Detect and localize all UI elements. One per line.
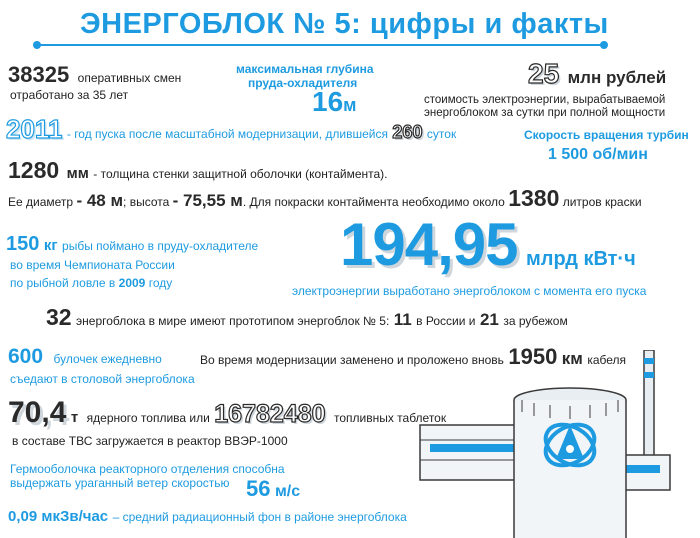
cost-line-1: стоимость электроэнергии, вырабатываемой (424, 94, 666, 106)
fish-year: 2009 (118, 276, 146, 290)
fish-unit: кг (43, 237, 58, 254)
buns-sub: съедают в столовой энергоблока (10, 372, 195, 386)
fuel-t2: топливных таблеток (333, 411, 447, 425)
shifts-sub: отработано за 35 лет (10, 88, 129, 102)
buns-unit: булочек ежедневно (53, 352, 162, 366)
radiation-text: – средний радиационный фон в районе энергоблока (112, 510, 407, 524)
year-fact (6, 114, 456, 145)
wall-fact (8, 157, 388, 184)
dims-t4: литров краски (562, 195, 642, 209)
dims-diameter: - 48 м (76, 191, 124, 210)
radiation-value: 0,09 мкЗв/час (8, 508, 109, 525)
energy-sub: электроэнергии выработано энергоблоком с момента его пуска (292, 284, 647, 298)
cost-unit: млн рублей (567, 68, 667, 87)
energy-fact (340, 210, 636, 279)
buns-fact (8, 345, 162, 369)
depth-label-2: пруда-охладителя (248, 76, 358, 90)
page-title: ЭНЕРГОБЛОК № 5: цифры и факты (80, 8, 609, 40)
fish-line-2: во время Чемпионата России (10, 258, 175, 272)
wall-number: 1280 (8, 157, 60, 183)
depth-unit: м (343, 95, 357, 115)
dims-t1: Ее диаметр (8, 195, 74, 209)
cost-line-2: энергоблоком за сутки при полной мощности (424, 107, 666, 119)
prototype-abroad: 21 (479, 310, 499, 329)
containment (514, 400, 626, 538)
prototype-fact (46, 304, 568, 331)
turbine-value: 1 500 об/мин (548, 146, 648, 163)
shifts-fact (8, 62, 181, 88)
fish-line-1: рыбы поймано в пруду-охладителе (62, 239, 259, 253)
fuel-unit: т (70, 409, 79, 426)
fish-line-3 (10, 276, 172, 290)
year-days-unit: суток (426, 127, 457, 141)
year-number: 2011 (6, 114, 63, 144)
shifts-unit: оперативных смен (77, 71, 182, 85)
fish-fact (6, 233, 258, 256)
prototype-t2: в России и (416, 314, 476, 328)
wind-unit: м/с (274, 483, 301, 500)
cable-text: Во время модернизации заменено и проложено вновь (200, 353, 504, 367)
fuel-t1: ядерного топлива или (86, 411, 210, 425)
energy-unit: млрд кВт·ч (525, 248, 636, 270)
prototype-t3: за рубежом (503, 314, 568, 328)
cable-tail: кабеля (587, 353, 627, 367)
title-underline (38, 44, 603, 46)
wind-value-group (246, 476, 300, 502)
year-days: 260 (392, 122, 423, 142)
dims-t2: ; высота (123, 195, 170, 209)
dims-t3: . Для покраски контаймента необходимо около (242, 195, 505, 209)
fuel-tablets: 16782480 (214, 400, 326, 428)
fuel-sub: в составе ТВС загружается в реактор ВВЭР-1000 (12, 434, 288, 448)
wind-line-2: выдержать ураганный ветер скоростью (10, 476, 230, 490)
dims-height: - 75,55 м (172, 191, 243, 210)
energy-value: 194,95 (340, 211, 518, 278)
prototype-russia: 11 (393, 310, 412, 329)
depth-value: 16 (312, 86, 344, 117)
dims-fact (8, 185, 642, 212)
wind-line-1: Гермооболочка реакторного отделения способна (10, 462, 285, 476)
turbine-label: Скорость вращения турбин (524, 128, 689, 142)
title-underline-dot-right (600, 41, 608, 49)
depth-label-1: максимальная глубина (236, 62, 374, 76)
title-underline-dot-left (33, 41, 41, 49)
prototype-t1: энергоблока в мире имеют прототипом энергоблок № 5: (76, 314, 390, 328)
cable-unit: км (561, 349, 583, 368)
prototype-number: 32 (46, 304, 72, 330)
reactor-building-illustration (400, 350, 700, 538)
fish-line-3a: по рыбной ловле в (10, 276, 116, 290)
cost-number: 25 (528, 58, 560, 89)
buns-number: 600 (8, 345, 44, 368)
radiation-fact (8, 508, 407, 526)
chimney (644, 350, 654, 470)
fish-line-3b: году (148, 276, 173, 290)
cable-number: 1950 (508, 344, 558, 369)
shifts-number: 38325 (8, 62, 70, 87)
cost-fact (528, 58, 666, 90)
year-text: - год пуска после масштабной модернизации, длившейся (66, 127, 388, 141)
dims-paint: 1380 (508, 185, 560, 211)
fuel-fact (8, 396, 446, 430)
wall-unit: мм (66, 165, 89, 182)
wind-value: 56 (246, 476, 271, 501)
fuel-number: 70,4 (8, 396, 67, 429)
wall-text: - толщина стенки защитной оболочки (контаймента). (93, 167, 388, 181)
fish-number: 150 (6, 233, 40, 255)
